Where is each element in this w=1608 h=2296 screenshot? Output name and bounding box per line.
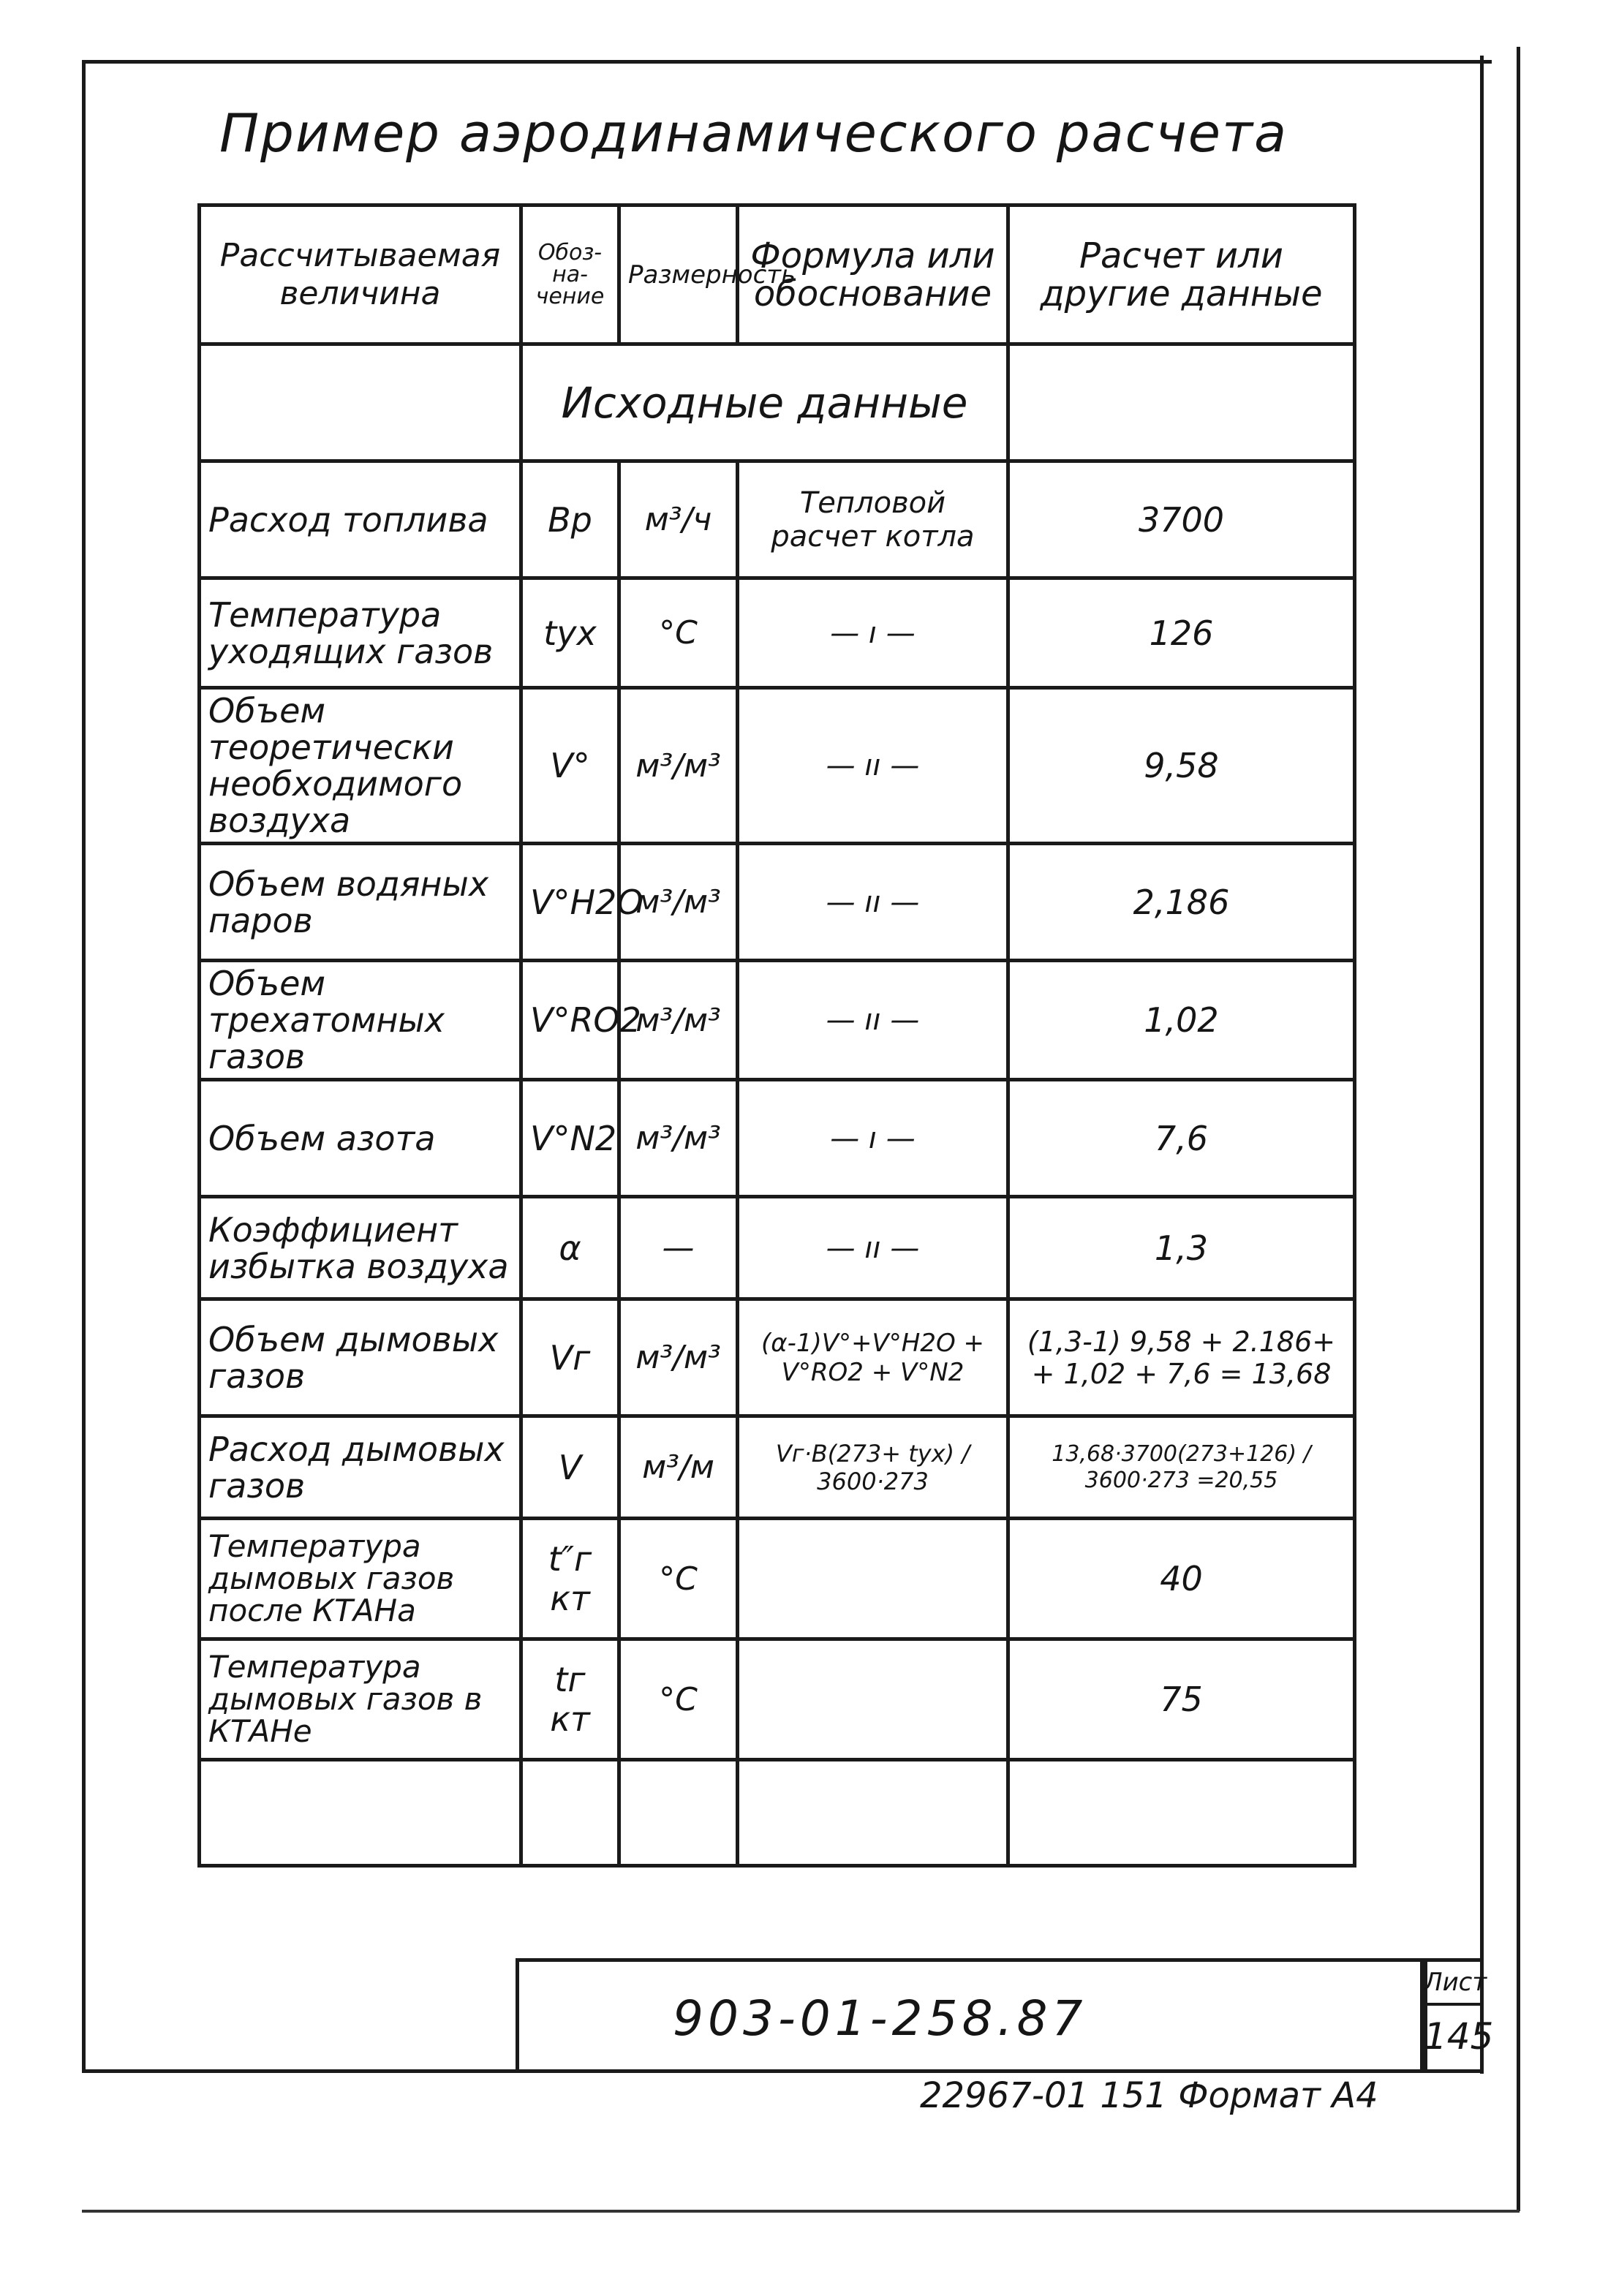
row-name: Объем азота [200,1080,521,1197]
row-symbol: V°RO2 [521,961,619,1080]
row-result: 75 [1008,1639,1355,1760]
row-result: 1,3 [1008,1197,1355,1299]
row-name: Объем трехатомных газов [200,961,521,1080]
row-symbol: V°N2 [521,1080,619,1197]
row-formula [738,1639,1008,1760]
section-empty-cell [1008,344,1355,461]
empty-cell [619,1760,738,1866]
row-name: Температура уходящих газов [200,578,521,688]
row-formula: — ıı — [738,961,1008,1080]
table-header-row [200,205,1355,344]
header-dimension: Размерность [619,205,738,344]
section-label: Исходные данные [521,344,1008,461]
frame-outer-right-line [1517,47,1520,2211]
row-result: 3700 [1008,461,1355,578]
row-symbol: t″г кт [521,1519,619,1639]
table-row [200,1639,1355,1760]
table-row [200,578,1355,688]
table-row [200,1197,1355,1299]
row-formula: (α-1)V°+V°H2O + V°RO2 + V°N2 [738,1299,1008,1416]
row-formula [738,1519,1008,1639]
header-formula: Формула или обоснование [738,205,1008,344]
row-symbol: Bp [521,461,619,578]
empty-cell [1008,1760,1355,1866]
header-symbol: Обоз-на-чение [521,205,619,344]
row-formula: — ıı — [738,1197,1008,1299]
row-name: Объем дымовых газов [200,1299,521,1416]
footer-format-note: 22967-01 151 Формат А4 [920,2075,1378,2116]
frame-right-line [1480,56,1484,2074]
frame-top-line [82,60,1492,64]
row-name: Температура дымовых газов после КТАНа [200,1519,521,1639]
row-symbol: V [521,1416,619,1519]
row-dimension: м³/м [619,1416,738,1519]
table-row [200,461,1355,578]
row-result: 1,02 [1008,961,1355,1080]
row-name: Коэффициент избытка воздуха [200,1197,521,1299]
row-name: Расход топлива [200,461,521,578]
section-empty-cell [200,344,521,461]
row-formula: Vг·B(273+ tух) / 3600·273 [738,1416,1008,1519]
document-code: 903-01-258.87 [673,1990,1087,2047]
table-row [200,1080,1355,1197]
row-symbol: α [521,1197,619,1299]
sheet-number-box [1420,1958,1494,2073]
row-result: 7,6 [1008,1080,1355,1197]
row-formula: Тепловой расчет котла [738,461,1008,578]
page-title: Пример аэродинамического расчета [219,102,1288,164]
table-row [200,1519,1355,1639]
table-row [200,1416,1355,1519]
calculation-table [197,203,1356,1868]
table-row [200,1299,1355,1416]
sheet-label: Лист [1424,1962,1482,2006]
row-symbol: Vг [521,1299,619,1416]
empty-cell [738,1760,1008,1866]
row-name: Расход дымовых газов [200,1416,521,1519]
row-dimension: м³/м³ [619,1080,738,1197]
row-result: 40 [1008,1519,1355,1639]
row-dimension: м³/м³ [619,1299,738,1416]
row-symbol: V°H2O [521,844,619,961]
sheet-number: 145 [1424,2015,1494,2058]
row-name: Температура дымовых газов в КТАНе [200,1639,521,1760]
section-row [200,344,1355,461]
row-result: 126 [1008,578,1355,688]
frame-left-line [82,60,86,2071]
header-result: Расчет или другие данные [1008,205,1355,344]
sheet-cut-line [82,2210,1520,2213]
row-symbol: tух [521,578,619,688]
row-formula: — ı — [738,1080,1008,1197]
row-dimension: м³/м³ [619,688,738,844]
row-symbol: tг кт [521,1639,619,1760]
table-row [200,844,1355,961]
row-dimension: м³/м³ [619,961,738,1080]
row-dimension: °С [619,1519,738,1639]
row-symbol: V° [521,688,619,844]
row-formula: — ıı — [738,844,1008,961]
empty-cell [200,1760,521,1866]
row-formula: — ı — [738,578,1008,688]
row-formula: — ıı — [738,688,1008,844]
row-result: (1,3-1) 9,58 + 2.186+ + 1,02 + 7,6 = 13,68 [1008,1299,1355,1416]
row-dimension: м³/ч [619,461,738,578]
row-dimension: м³/м³ [619,844,738,961]
row-dimension: — [619,1197,738,1299]
row-result: 13,68·3700(273+126) / 3600·273 =20,55 [1008,1416,1355,1519]
table-row [200,961,1355,1080]
table-empty-row [200,1760,1355,1866]
row-dimension: °С [619,578,738,688]
table-row [200,688,1355,844]
row-dimension: °С [619,1639,738,1760]
row-result: 9,58 [1008,688,1355,844]
row-name: Объем водяных паров [200,844,521,961]
row-result: 2,186 [1008,844,1355,961]
empty-cell [521,1760,619,1866]
header-name: Рассчитываемая величина [200,205,521,344]
row-name: Объем теоретически необходимого воздуха [200,688,521,844]
